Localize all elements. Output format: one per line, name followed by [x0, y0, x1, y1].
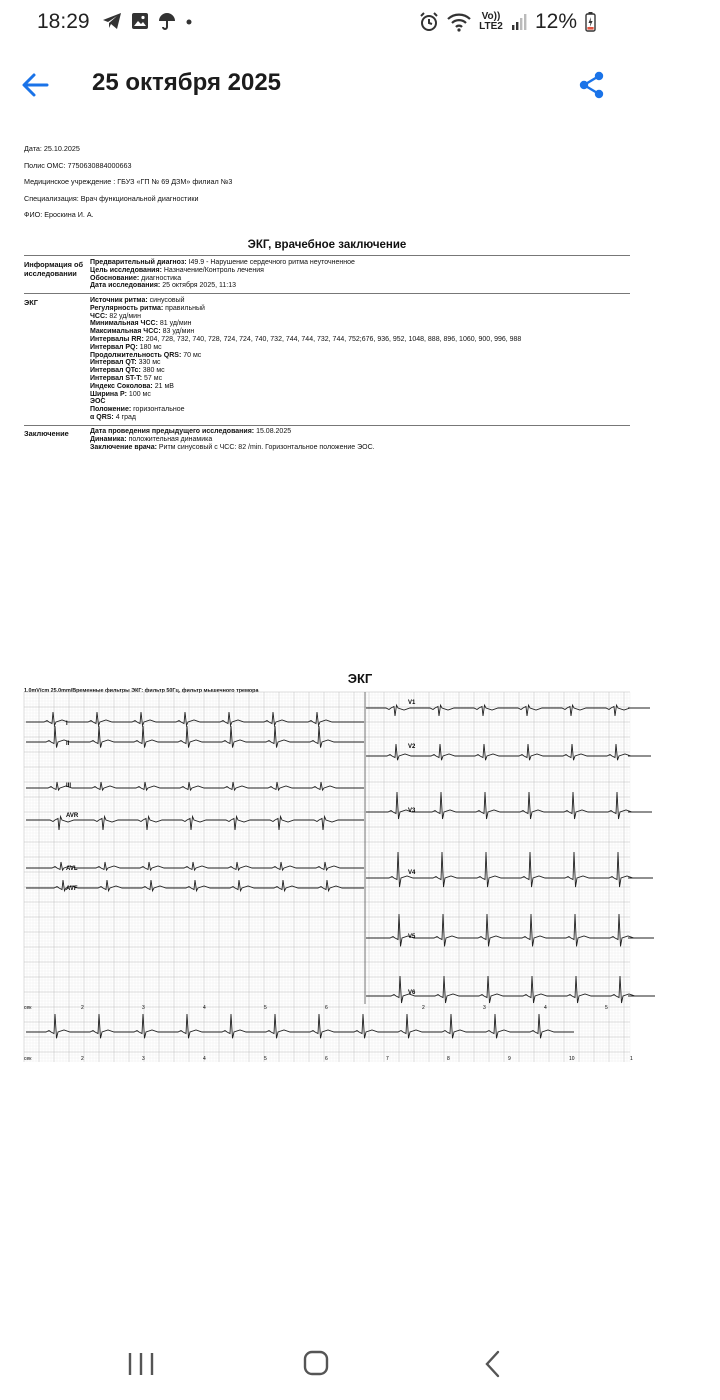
ecg-tick-label: 6: [325, 1056, 328, 1062]
ecg-tick-label: 5: [605, 1005, 608, 1011]
ecg-tick-label: 5: [264, 1056, 267, 1062]
ekg-parameter: Индекс Соколова: 21 мВ: [90, 382, 174, 390]
ecg-tick-label: 10: [569, 1056, 575, 1062]
ecg-tick-label: 2: [81, 1056, 84, 1062]
ecg-tick-label: 2: [81, 1005, 84, 1011]
document-meta: [24, 144, 630, 227]
ekg-section: [90, 297, 630, 422]
ecg-lead-label: V2: [408, 744, 416, 750]
page-title: 25 октября 2025: [92, 69, 282, 96]
ecg-tick-label: 5: [264, 1005, 267, 1011]
ekg-parameter: Положение: горизонтальное: [90, 406, 185, 414]
ekg-parameter: ЭОС: [90, 398, 106, 406]
ecg-lead-label: AVF: [66, 886, 78, 892]
meta-policy: Полис ОМС: 7750630884000663: [24, 160, 132, 170]
ecg-lead-label: II: [66, 741, 70, 747]
info-section-label: Информация об исследовании: [24, 260, 84, 278]
nav-bar: [0, 1330, 630, 1400]
signal-icon: [511, 13, 527, 31]
conclusion-section-label: Заключение: [24, 429, 69, 438]
conclusion-item: Динамика: положительная динамика: [90, 435, 213, 443]
ekg-parameter: Регулярность ритма: правильный: [90, 304, 205, 312]
app-bar: [0, 50, 630, 120]
ecg-tick-label: 4: [544, 1005, 547, 1011]
ekg-parameter: Интервал QTc: 380 мс: [90, 367, 165, 375]
ecg-tick-label: 1: [630, 1056, 633, 1062]
home-icon[interactable]: [296, 1348, 336, 1380]
conclusion-item: Заключение врача: Ритм синусовый с ЧСС: 82 /min. Горизонтальное положение ЭОС.: [90, 443, 375, 451]
ecg-lead-label: V1: [408, 700, 416, 706]
ekg-parameter: α QRS: 4 град: [90, 413, 136, 421]
info-section: Предварительный диагноз: I49.9 - Нарушение сердечного ритма неуточненное Цель исследования: Назначение/Контроль лечения Обоснование: диагностика Дата исследования: 25 октября 2025, 11:13: [90, 259, 355, 290]
ecg-tick-label: 3: [142, 1005, 145, 1011]
ekg-parameter: Максимальная ЧСС: 83 уд/мин: [90, 328, 195, 336]
recent-apps-icon[interactable]: [121, 1348, 161, 1380]
ecg-tick-label: 7: [386, 1056, 389, 1062]
ecg-axis-label: сек: [24, 1056, 32, 1062]
ekg-parameter: Интервалы RR: 204, 728, 732, 740, 728, 724, 724, 740, 732, 744, 744, 732, 744, 752;676, 936, 952, 1048, 888, 896, 1060, 900, 996, 988: [90, 335, 522, 343]
share-icon[interactable]: [578, 70, 606, 100]
alarm-icon: [419, 12, 439, 32]
wifi-icon: [447, 12, 471, 32]
ecg-lead-label: V3: [408, 808, 416, 814]
ekg-parameter: Источник ритма: синусовый: [90, 297, 185, 304]
ekg-parameter: Интервал QT: 330 мс: [90, 359, 161, 367]
ecg-chart: [24, 692, 633, 1062]
telegram-icon: [102, 12, 122, 30]
ekg-section-label: ЭКГ: [24, 298, 38, 307]
ecg-lead-label: V6: [408, 990, 416, 996]
meta-doctor: ФИО: Ероскина И. А.: [24, 210, 94, 220]
divider: [24, 293, 630, 294]
meta-date: Дата: 25.10.2025: [24, 144, 80, 153]
battery-percent: 12%: [534, 10, 577, 33]
divider: [24, 255, 630, 256]
ecg-lead-label: I: [66, 721, 68, 727]
ecg-lead-label: AVR: [66, 813, 79, 819]
ecg-tick-label: 3: [483, 1005, 486, 1011]
ecg-tick-label: 2: [422, 1005, 425, 1011]
ecg-lead-label: V5: [408, 934, 416, 940]
ekg-parameter: Ширина P: 100 мс: [90, 390, 151, 398]
ecg-tick-label: 9: [508, 1056, 511, 1062]
back-arrow-icon[interactable]: [20, 70, 50, 100]
ecg-tick-label: 3: [142, 1056, 145, 1062]
umbrella-icon: [158, 12, 176, 30]
ecg-tick-label: 4: [203, 1005, 206, 1011]
status-bar: [0, 0, 630, 46]
ecg-lead-label: V4: [408, 870, 416, 876]
status-time: 18:29: [37, 10, 90, 33]
ecg-axis-label: сек: [24, 1005, 32, 1011]
meta-clinic: Медицинское учреждение : ГБУЗ «ГП № 69 ДЗМ» филиал №3: [24, 177, 233, 187]
ekg-parameter: ЧСС: 82 уд/мин: [90, 312, 141, 320]
ecg-subtitle: 1.0mV/cm 25.0mm/Временные фильтры ЭКГ: фильтр 50Гц, фильтр мышечного тремора: [24, 688, 259, 694]
ecg-tick-label: 6: [325, 1005, 328, 1011]
back-nav-icon[interactable]: [474, 1348, 514, 1380]
ekg-parameter: Интервал PQ: 180 мс: [90, 343, 162, 351]
ekg-parameter: Интервал ST-T: 57 мс: [90, 374, 163, 382]
ecg-tick-label: 4: [203, 1056, 206, 1062]
ecg-lead-label: III: [66, 783, 72, 789]
battery-charging-icon: [585, 12, 596, 32]
ekg-parameter: Минимальная ЧСС: 81 уд/мин: [90, 320, 192, 328]
ecg-lead-label: AVL: [66, 866, 78, 872]
gallery-icon: [131, 12, 149, 30]
conclusion-item: Дата проведения предыдущего исследования: 15.08.2025: [90, 428, 292, 435]
conclusion-section: [90, 428, 630, 451]
ekg-parameter: Продолжительность QRS: 70 мс: [90, 351, 202, 359]
ecg-tick-label: 8: [447, 1056, 450, 1062]
ecg-title: ЭКГ: [347, 671, 373, 686]
ecg-strip: [24, 692, 633, 1062]
divider: [24, 425, 630, 426]
report-title: ЭКГ, врачебное заключение: [247, 239, 407, 251]
network-type: Vo)) LTE2: [479, 11, 503, 32]
dot-icon: [185, 12, 193, 30]
meta-specialization: Специализация: Врач функциональной диагностики: [24, 193, 199, 203]
